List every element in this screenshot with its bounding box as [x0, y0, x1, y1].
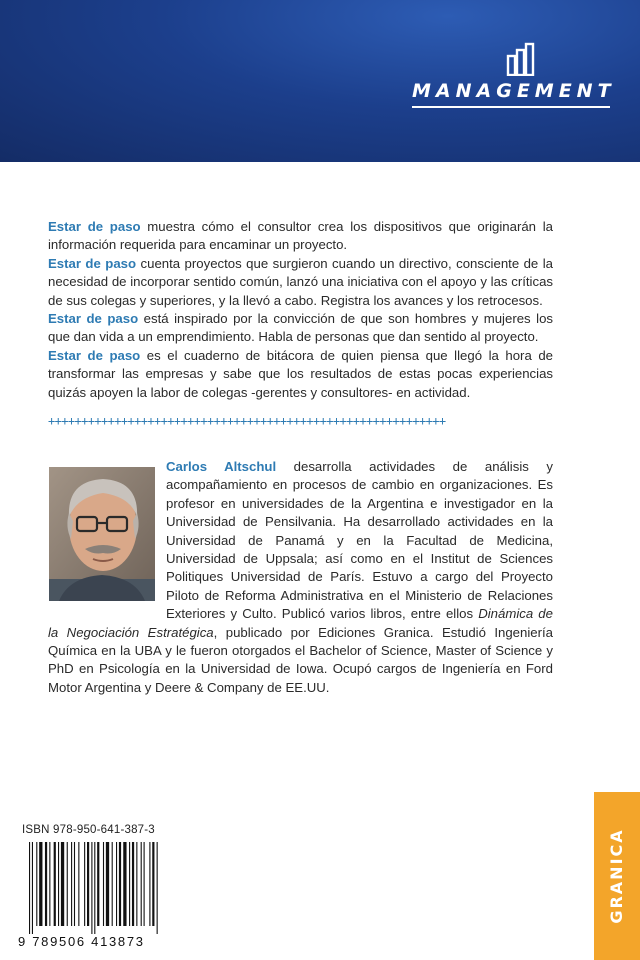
barcode-digits: 9 789506 413873: [18, 934, 145, 949]
barcode-bar: [144, 842, 145, 926]
barcode-bar: [112, 842, 113, 926]
book-title-highlight: Estar de paso: [48, 347, 141, 363]
barcode-bar: [36, 842, 37, 926]
logo-underline: [412, 106, 610, 108]
barcode-bar: [39, 842, 42, 926]
book-title-highlight: Estar de paso: [48, 255, 137, 271]
barcode-bar: [132, 842, 134, 926]
barcode-bar: [58, 842, 59, 926]
top-color-band: [0, 0, 640, 162]
blurb-text: está inspirado por la convicción de que son hombres y mujeres los que dan vida a un emprendimiento. Habla de personas que dan sentido al proyecto.: [48, 311, 553, 345]
barcode-bar: [45, 842, 47, 926]
series-logo-text: MANAGEMENT: [412, 80, 616, 102]
publisher-tab: [594, 792, 640, 960]
barcode-bar: [87, 842, 89, 926]
barcode-bar: [94, 842, 95, 934]
barcode-bar: [84, 842, 85, 926]
barcode-bar: [103, 842, 104, 926]
blurb-paragraph: [48, 255, 553, 310]
isbn-label: ISBN 978-950-641-387-3: [22, 824, 155, 836]
barcode-bar: [49, 842, 50, 926]
series-logo: [412, 42, 616, 110]
referenced-book-title: Dinámica de la Negociación Estratégica: [48, 606, 553, 640]
barcode-bar: [91, 842, 92, 934]
barcode-bar: [67, 842, 68, 926]
publisher-name: GRANICA: [607, 828, 626, 924]
blurb-text: muestra cómo el consultor crea los dispositivos que originarán la información requerida para encaminar un proyecto.: [48, 219, 553, 253]
blurb-paragraph: [48, 310, 553, 347]
blurb-paragraph: [48, 218, 553, 255]
barcode-bar: [97, 842, 99, 926]
barcode-image: [27, 842, 177, 934]
barcode-bar: [129, 842, 130, 926]
barcode-bar: [74, 842, 75, 926]
barcode-bar: [157, 842, 158, 934]
barcode-bar: [152, 842, 154, 926]
barcode-bar: [106, 842, 109, 926]
barcode-bar: [119, 842, 121, 926]
barcode-bar: [78, 842, 79, 926]
barcode-bar: [54, 842, 56, 926]
barcode-bar: [123, 842, 126, 926]
blurb-paragraph: [48, 347, 553, 402]
book-title-highlight: Estar de paso: [48, 311, 139, 327]
back-cover-blurb: [48, 218, 553, 402]
bio-text-part1: desarrolla actividades de análisis y acompañamiento en procesos de cambio en organizaciones. Es profesor en universidades de la Argentina e investigador en la Universidad de Pensilvania. Ha desarrollado actividades en la Universidad de Panamá y en la Facultad de Medicina, Universidad de Uppsala; así como en el Institut de Sciences Politiques Universidad de París. Estuvo a cargo del Proyecto Piloto de Reforma Administrativa en el Ministerio de Relaciones Exteriores y Culto. Publicó varios libros, entre ellos: [166, 459, 553, 622]
author-bio: [48, 458, 553, 697]
barcode-bar: [61, 842, 64, 926]
barcode-bar: [116, 842, 117, 926]
barcode-bar: [141, 842, 142, 926]
barcode-bar: [29, 842, 30, 934]
book-title-highlight: Estar de paso: [48, 219, 141, 234]
author-name: Carlos Altschul: [166, 459, 277, 474]
barcode-bar: [71, 842, 72, 926]
barcode-bar: [136, 842, 137, 926]
photo-spacer: [48, 458, 166, 606]
barcode-bar: [149, 842, 150, 926]
bio-text-part2: , publicado por Ediciones Granica. Estudió Ingeniería Química en la UBA y le fueron otorgados el Bachelor of Science, Master of Science y PhD en Psicología en la Universidad de Iowa. Ocupó cargos de Ingeniería en Ford Motor Argentina y Deere & Company de EE.UU.: [48, 624, 554, 695]
blurb-text: es el cuaderno de bitácora de quien piensa que llegó la hora de transformar las empresas y sabe que los resultados de estas pocas experiencias quizás apoyen la labor de colegas -gerentes y consultores- en actividad.: [48, 347, 553, 400]
barcode-bar: [32, 842, 33, 934]
building-blocks-icon: [506, 42, 536, 76]
blurb-text: cuenta proyectos que surgieron cuando un directivo, consciente de la necesidad de incorporar sentido común, lanzó una iniciativa con el apoyo y las críticas de sus colegas y superiores, y la llevó a cabo. Registra los avances y los retrocesos.: [48, 255, 553, 308]
plus-divider: ++++++++++++++++++++++++++++++++++++++++++++++++++++++++++++: [48, 414, 446, 428]
